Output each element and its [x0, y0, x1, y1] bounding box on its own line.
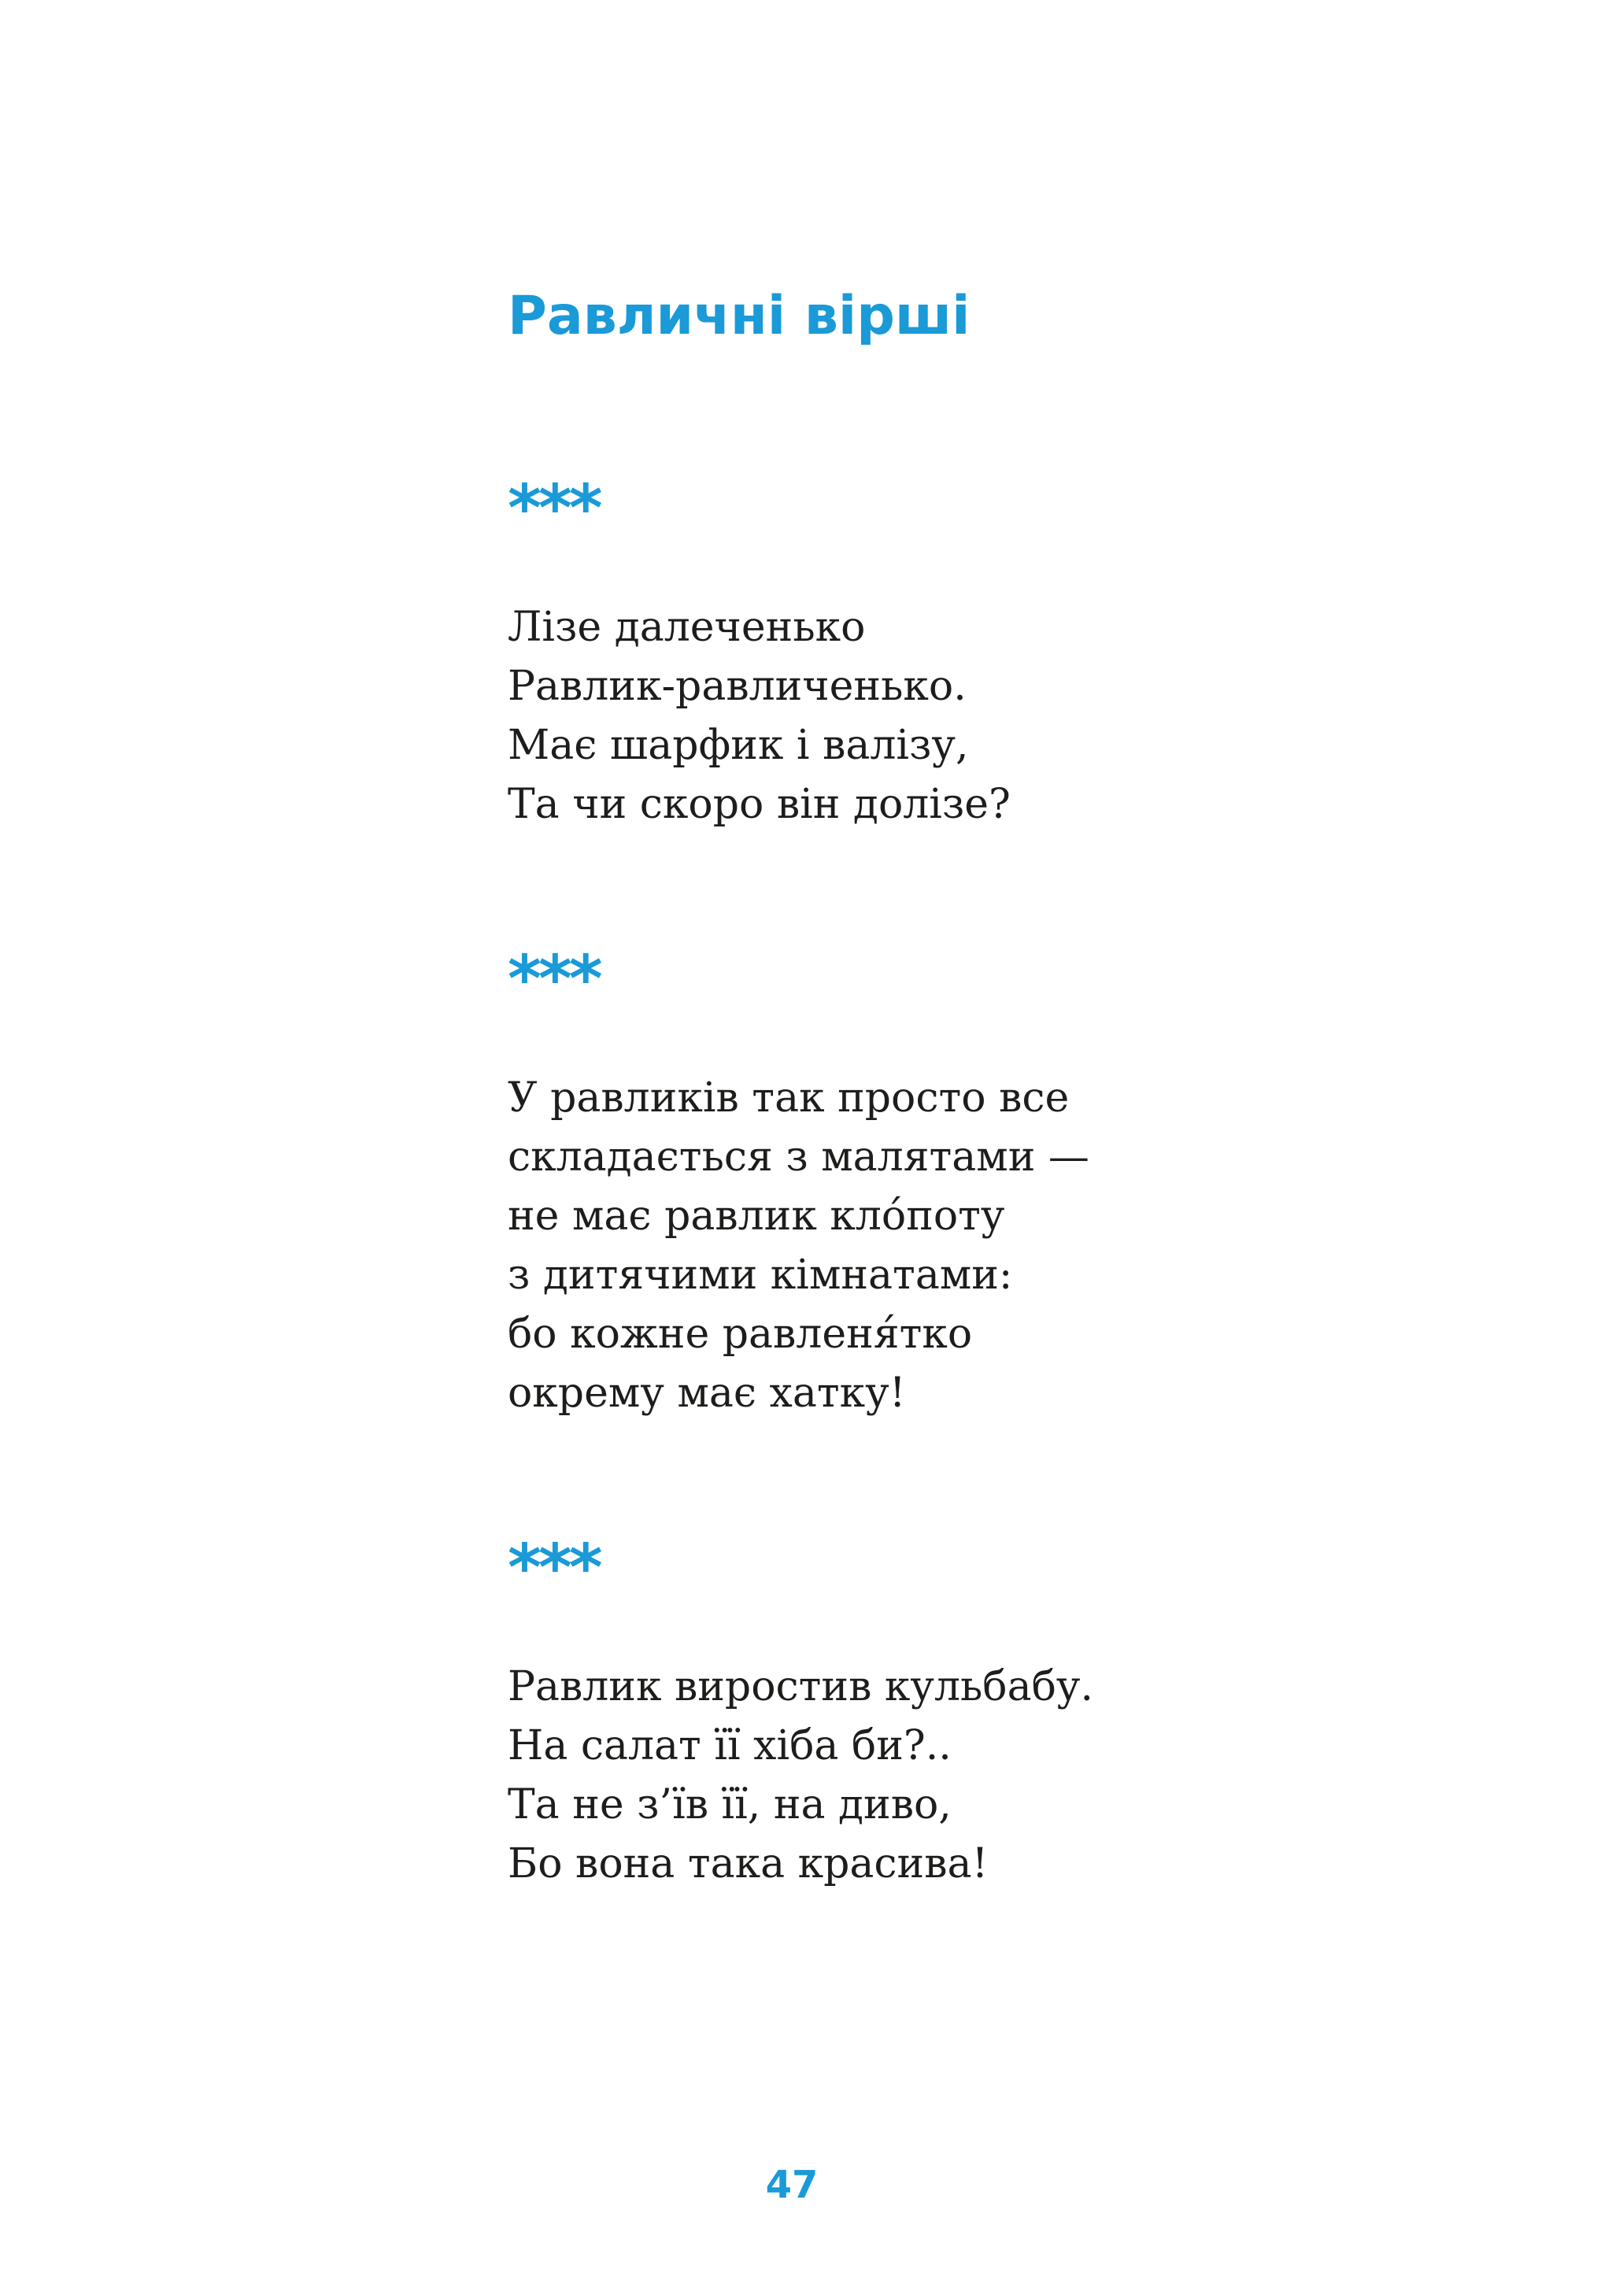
poem-line: Та не з’їв її, на диво,: [508, 1781, 952, 1828]
poem-line: Лізе далеченько: [508, 604, 866, 651]
poem-separator: ***: [508, 942, 600, 1017]
poem-line: Має шарфик і валізу,: [508, 722, 969, 769]
poem-line: У равликів так просто все: [508, 1074, 1070, 1122]
poem-line: з дитячими кімнатами:: [508, 1252, 1013, 1299]
poem-stanza-1: [508, 598, 1011, 834]
page-title: Равличні вірші: [508, 285, 971, 347]
poem-stanza-2: [508, 1069, 1089, 1423]
poem-line: Бо вона така красива!: [508, 1840, 989, 1887]
poem-line: не має равлик кло́поту: [508, 1192, 1005, 1240]
poem-line: бо кожне равленя́тко: [508, 1311, 973, 1358]
poem-stanza-3: [508, 1658, 1093, 1894]
poem-separator: ***: [508, 471, 600, 546]
poem-line: Равлик-равличенько.: [508, 663, 967, 710]
poem-line: Та чи скоро він долізе?: [508, 781, 1011, 828]
poem-line: окрему має хатку!: [508, 1370, 906, 1417]
page-number: 47: [765, 2163, 819, 2207]
poem-line: Равлик виростив кульбабу.: [508, 1663, 1094, 1710]
poem-separator: ***: [508, 1531, 600, 1606]
poem-line: На салат її хіба би?..: [508, 1722, 952, 1769]
poem-line: складається з малятами —: [508, 1133, 1089, 1181]
